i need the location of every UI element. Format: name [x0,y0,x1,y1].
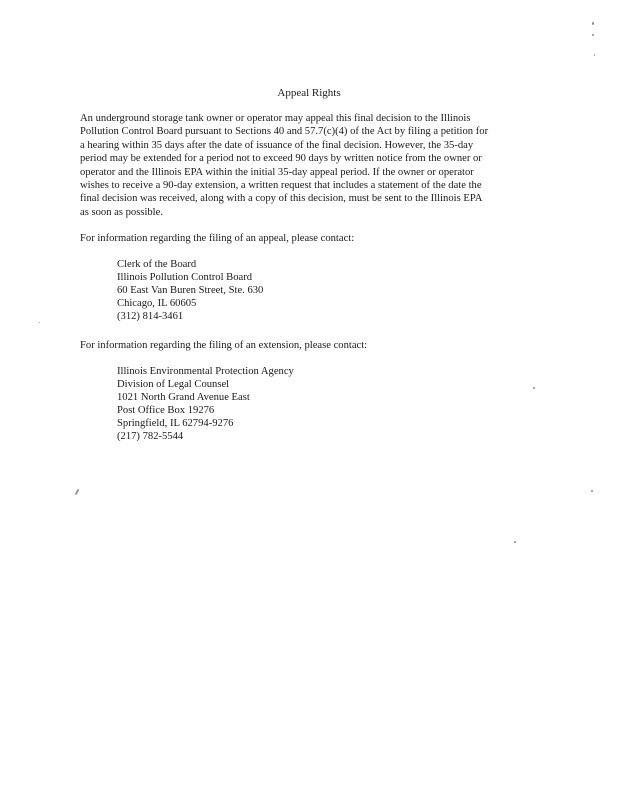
paragraph-line: period may be extended for a period not to exceed 90 days by written notice from the owner or [80,153,482,165]
address-line: Post Office Box 19276 [117,405,215,417]
appeal-contact-address [117,258,263,323]
address-line: (312) 814-3461 [117,311,184,323]
address-line: Illinois Environmental Protection Agency [117,366,294,377]
paragraph-line: a hearing within 35 days after the date of issuance of the final decision. However, the 35-day [80,139,474,151]
address-line: Clerk of the Board [117,259,197,270]
appeal-rights-paragraph [80,112,540,219]
scan-speck [39,322,40,323]
address-line: 1021 North Grand Avenue East [117,392,250,404]
address-line: Division of Legal Counsel [117,379,230,391]
page-title: Appeal Rights [277,87,341,99]
appeal-contact-intro-text: For information regarding the filing of an appeal, please contact: [80,233,355,244]
appeal-contact-intro [80,232,540,245]
extension-contact-intro [80,339,540,352]
paragraph-line: final decision was received, along with a copy of this decision, must be sent to the Illinois EPA [80,193,483,205]
scan-speck [592,22,594,25]
extension-contact-intro-text: For information regarding the filing of an extension, please contact: [80,340,368,351]
paragraph-line: Pollution Control Board pursuant to Sections 40 and 57.7(c)(4) of the Act by filing a petition for [80,126,489,138]
scan-speck [514,541,516,543]
address-line: (217) 782-5544 [117,431,184,443]
extension-contact-address [117,365,294,444]
address-line: Illinois Pollution Control Board [117,272,253,284]
address-line: 60 East Van Buren Street, Ste. 630 [117,285,264,297]
paragraph-line: wishes to receive a 90-day extension, a written request that includes a statement of the date the [80,180,482,192]
scan-mark [75,489,80,495]
address-line: Chicago, IL 60605 [117,298,197,310]
scan-speck [594,54,595,56]
paragraph-line: as soon as possible. [80,206,163,218]
paragraph-line: An underground storage tank owner or operator may appeal this final decision to the Illinois [80,113,471,124]
scan-speck [591,490,593,492]
scan-speck [533,387,535,389]
scan-speck [592,34,594,36]
address-line: Springfield, IL 62794-9276 [117,418,234,430]
paragraph-line: operator and the Illinois EPA within the initial 35-day appeal period. If the owner or operator [80,166,474,178]
